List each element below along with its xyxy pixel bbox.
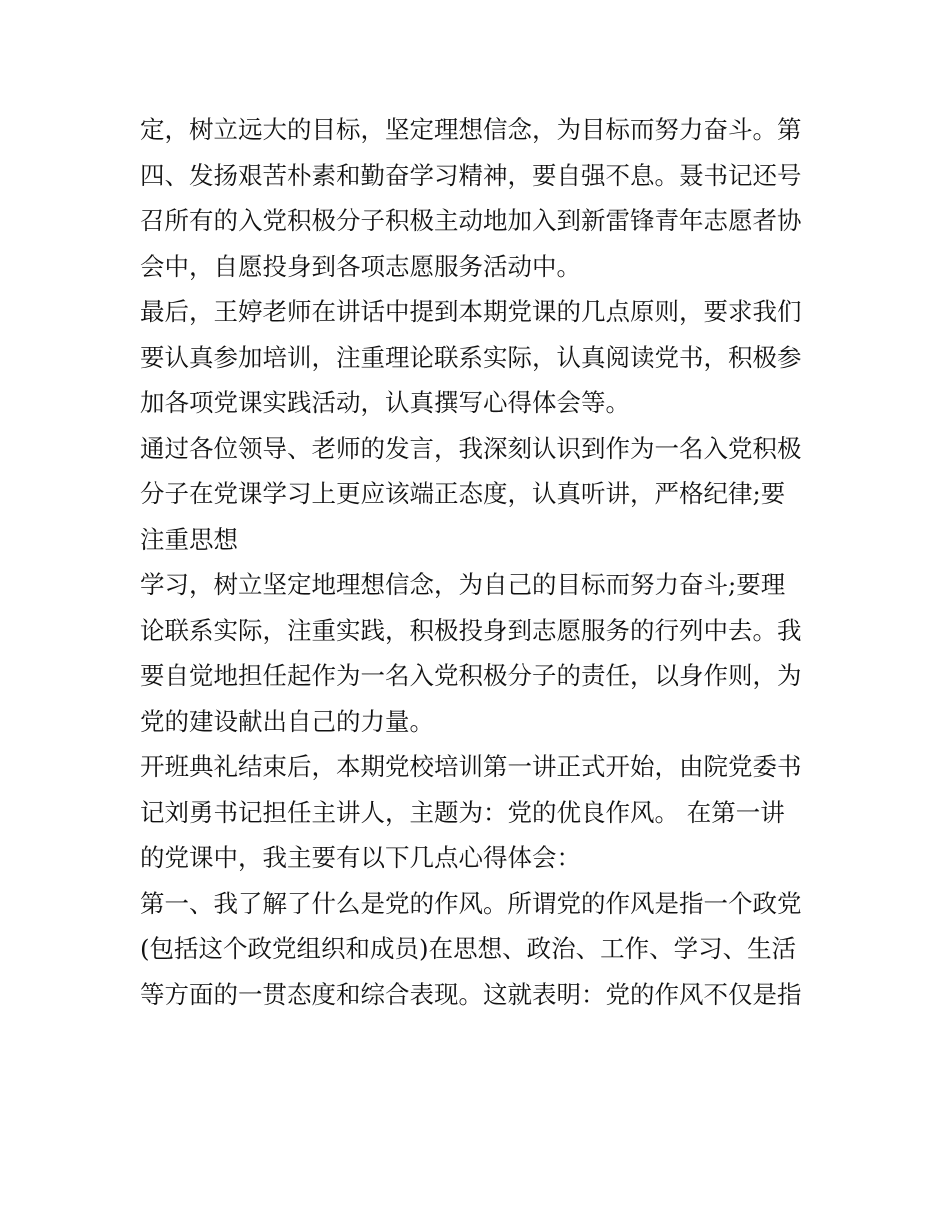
text-line: (包括这个政党组织和成员)在思想、政治、工作、学习、生活 bbox=[140, 934, 797, 963]
text-line: 学习，树立坚定地理想信念，为自己的目标而努力奋斗;要理 bbox=[140, 570, 786, 599]
text-line: 四、发扬艰苦朴素和勤奋学习精神，要自强不息。聂书记还号 bbox=[140, 160, 802, 190]
text-line: 要自觉地担任起作为一名入党积极分子的责任，以身作则，为 bbox=[140, 661, 802, 690]
text-line: 注重思想 bbox=[140, 524, 238, 554]
text-line: 的党课中，我主要有以下几点心得体会： bbox=[140, 843, 581, 872]
text-line: 要认真参加培训，注重理论联系实际，认真阅读党书，积极参 bbox=[140, 342, 802, 372]
text-line: 定，树立远大的目标，坚定理想信念，为目标而努力奋斗。第 bbox=[140, 115, 802, 144]
text-line: 党的建设献出自己的力量。 bbox=[140, 706, 434, 736]
text-line: 记刘勇书记担任主讲人，主题为：党的优良作风。 在第一讲 bbox=[140, 797, 785, 827]
text-line: 论联系实际，注重实践，积极投身到志愿服务的行列中去。我 bbox=[140, 615, 802, 645]
text-line: 加各项党课实践活动，认真撰写心得体会等。 bbox=[140, 388, 630, 417]
text-line: 等方面的一贯态度和综合表现。这就表明：党的作风不仅是指 bbox=[140, 979, 802, 1009]
text-line: 召所有的入党积极分子积极主动地加入到新雷锋青年志愿者协 bbox=[140, 206, 802, 235]
text-line: 开班典礼结束后，本期党校培训第一讲正式开始，由院党委书 bbox=[140, 752, 802, 781]
text-line: 第一、我了解了什么是党的作风。所谓党的作风是指一个政党 bbox=[140, 888, 802, 918]
text-line: 通过各位领导、老师的发言，我深刻认识到作为一名入党积极 bbox=[140, 433, 802, 463]
text-line: 分子在党课学习上更应该端正态度，认真听讲，严格纪律;要 bbox=[140, 479, 786, 508]
body-text bbox=[140, 107, 820, 1017]
text-line: 会中，自愿投身到各项志愿服务活动中。 bbox=[140, 251, 581, 281]
text-line: 最后，王婷老师在讲话中提到本期党课的几点原则，要求我们 bbox=[140, 297, 802, 326]
